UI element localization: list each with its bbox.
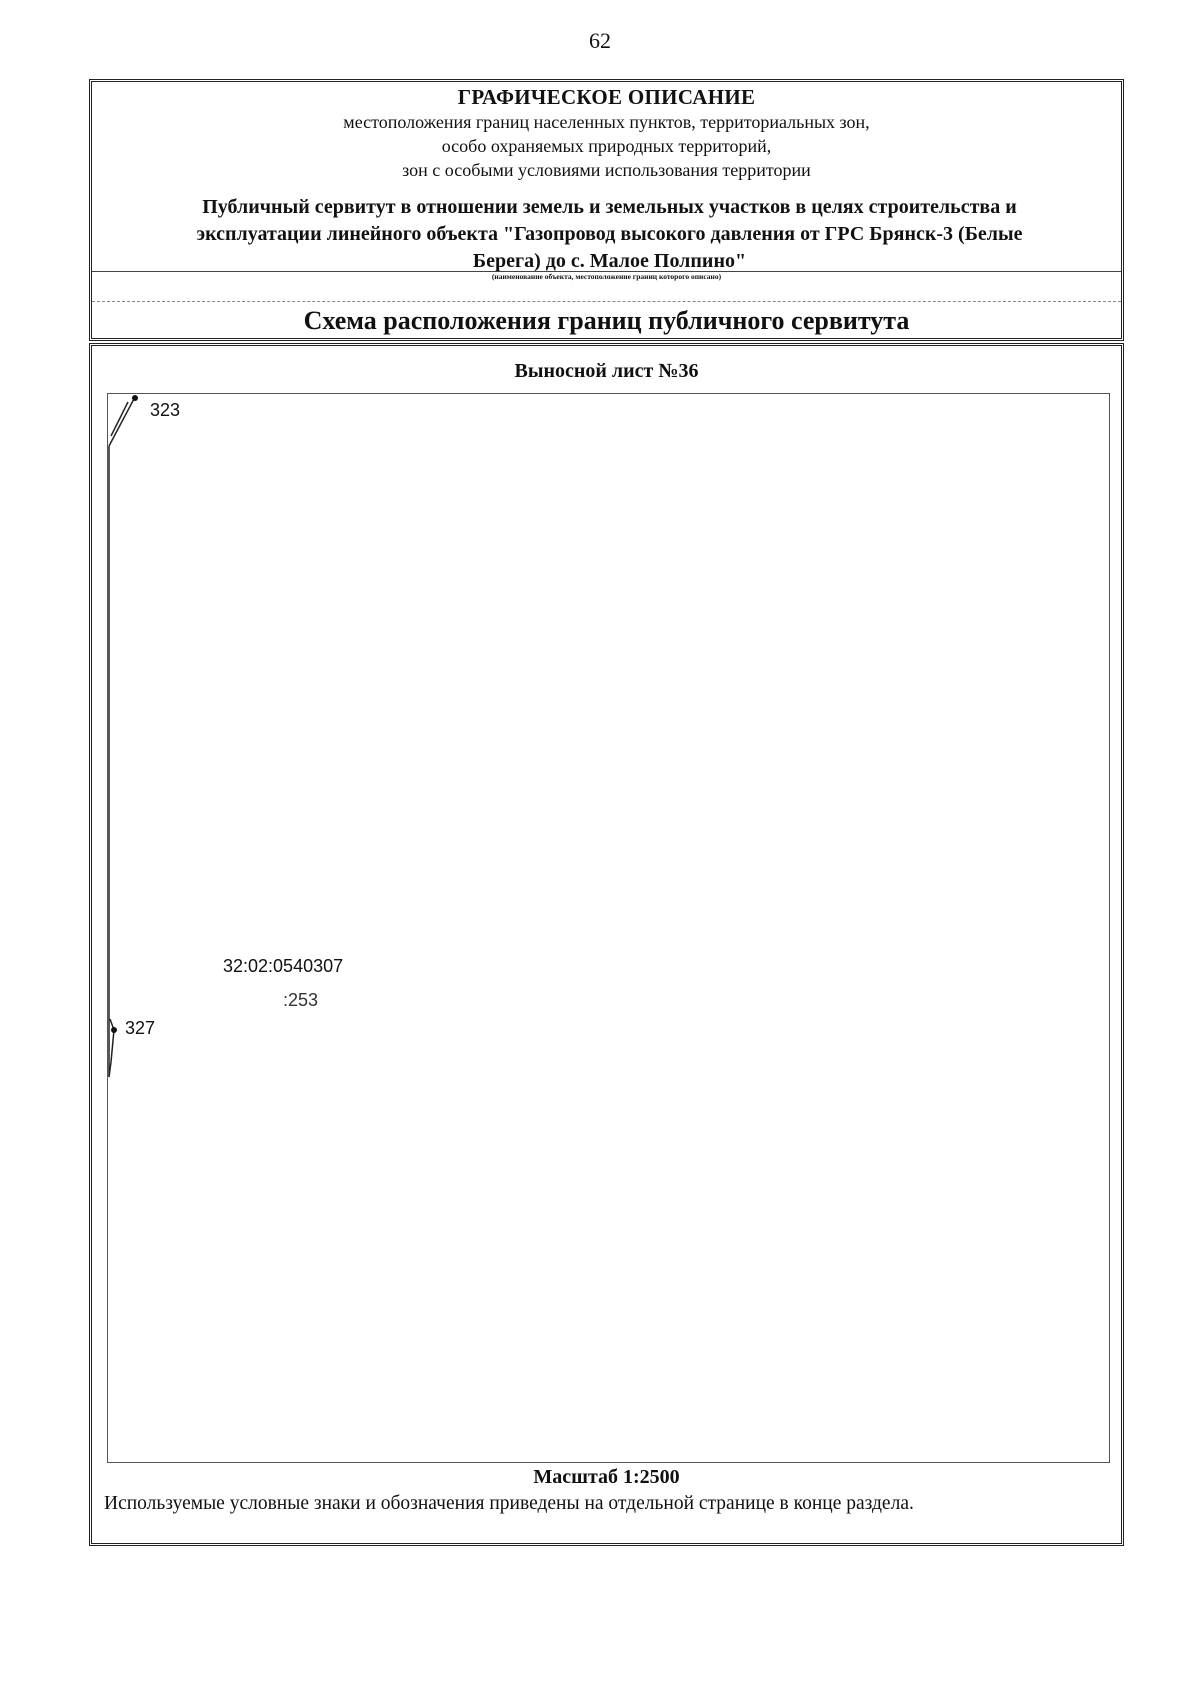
subtitle-line-3: зон с особыми условиями использования территории [402,160,811,180]
dashed-divider [92,301,1121,302]
point-327-marker [111,1027,117,1033]
scale-label: Масштаб 1:2500 [533,1466,680,1488]
scheme-title: Схема расположения границ публичного сервитута [303,306,910,335]
object-name [132,194,1087,275]
parcel-number: :253 [283,990,319,1010]
sheet-frame [89,343,1124,1546]
object-caption: (наименование объекта, местоположение границ которого описано) [491,272,722,281]
cadastral-number: 32:02:0540307 [223,956,344,976]
header-block [89,79,1124,341]
boundary-line-outer [109,397,135,446]
point-327-label: 327 [125,1018,156,1038]
map-area [107,393,1110,1463]
subtitle-line-1: местоположения границ населенных пунктов, территориальных зон, [343,112,870,132]
point-323-label: 323 [150,400,181,420]
object-line-2: эксплуатации линейного объекта "Газопровод высокого давления от ГРС Брянск-3 (Белые [196,223,1023,245]
document-title: ГРАФИЧЕСКОЕ ОПИСАНИЕ [457,85,756,109]
legend-note: Используемые условные знаки и обозначения приведены на отдельной странице в конце раздела. [104,1493,914,1514]
map-drawing [108,394,1109,1462]
sheet-title: Выносной лист №36 [514,360,699,382]
object-line-1: Публичный сервитут в отношении земель и земельных участков в целях строительства и [202,196,1017,218]
boundary-line-inner [111,402,128,436]
point-323-marker [132,395,138,401]
object-line-3: Берега) до с. Малое Полпино" [472,250,747,272]
subtitle-line-2: особо охраняемых природных территорий, [441,136,772,156]
page-number: 62 [589,28,611,53]
